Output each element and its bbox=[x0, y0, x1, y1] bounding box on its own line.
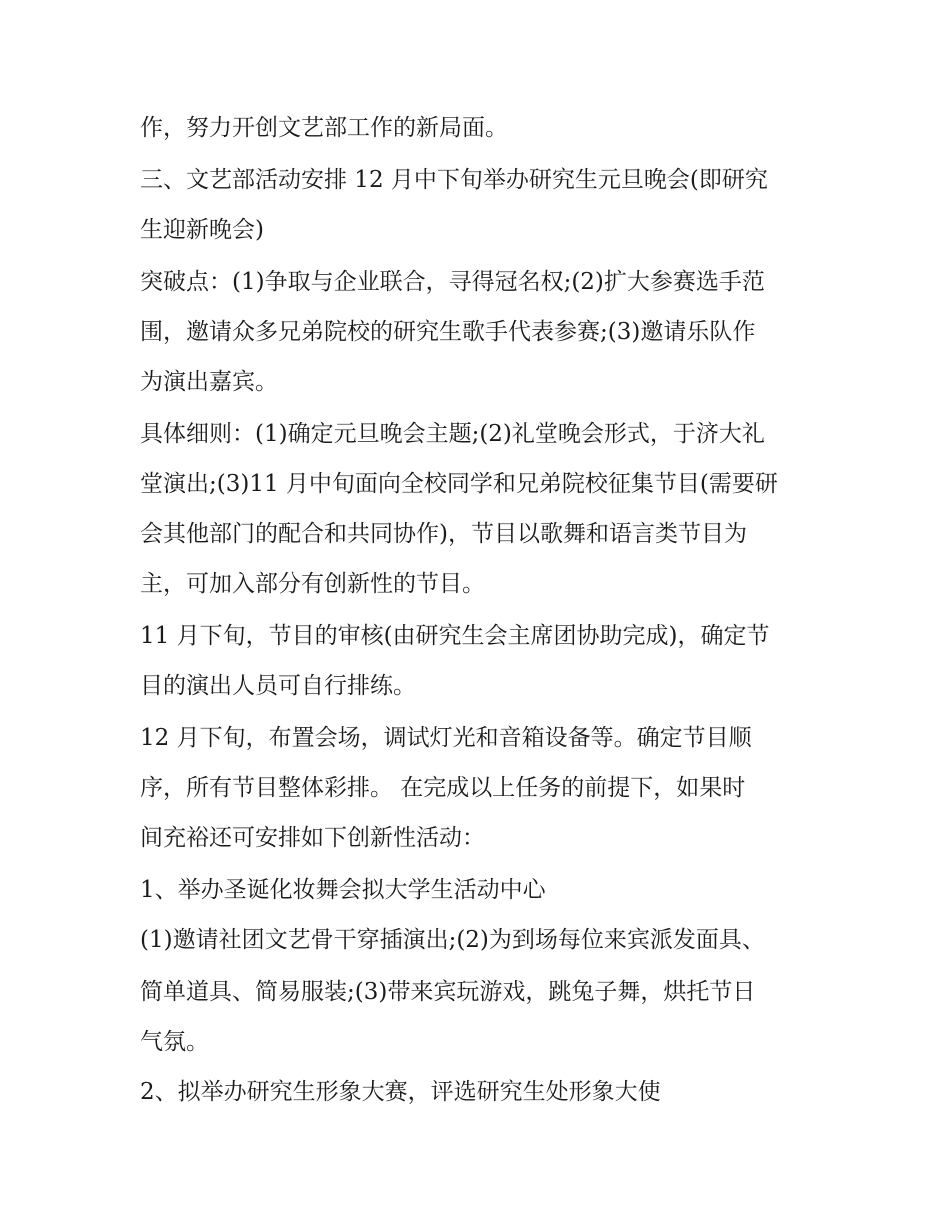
text-line: 作，努力开创文艺部工作的新局面。 bbox=[140, 115, 508, 141]
text-line: 间充裕还可安排如下创新性活动： bbox=[140, 825, 485, 851]
text-line: 11 月下旬，节目的审核(由研究生会主席团协助完成)，确定节 bbox=[140, 623, 770, 649]
text-line: 具体细则：(1)确定元旦晚会主题;(2)礼堂晚会形式，于济大礼 bbox=[140, 421, 765, 447]
text-line: 主，可加入部分有创新性的节目。 bbox=[140, 571, 485, 597]
text-line: 序，所有节目整体彩排。 在完成以上任务的前提下，如果时 bbox=[140, 775, 746, 801]
text-line: 2、拟举办研究生形象大赛，评选研究生处形象大使 bbox=[140, 1079, 661, 1105]
text-line: 12 月下旬，布置会场，调试灯光和音箱设备等。确定节目顺 bbox=[140, 725, 752, 751]
text-line: 突破点：(1)争取与企业联合，寻得冠名权;(2)扩大参赛选手范 bbox=[140, 269, 765, 295]
text-line: 目的演出人员可自行排练。 bbox=[140, 673, 416, 699]
text-line: 三、文艺部活动安排 12 月中下旬举办研究生元旦晚会(即研究 bbox=[140, 167, 768, 193]
text-line: 会其他部门的配合和共同协作)，节目以歌舞和语言类节目为 bbox=[140, 521, 747, 547]
text-line: 围，邀请众多兄弟院校的研究生歌手代表参赛;(3)邀请乐队作 bbox=[140, 319, 756, 345]
text-line: 生迎新晚会) bbox=[140, 217, 264, 243]
text-line: 堂演出;(3)11 月中旬面向全校同学和兄弟院校征集节目(需要研 bbox=[140, 471, 778, 497]
text-line: (1)邀请社团文艺骨干穿插演出;(2)为到场每位来宾派发面具、 bbox=[140, 927, 765, 953]
text-line: 1、举办圣诞化妆舞会拟大学生活动中心 bbox=[140, 877, 546, 903]
text-line: 简单道具、简易服装;(3)带来宾玩游戏，跳兔子舞，烘托节日 bbox=[140, 979, 756, 1005]
text-line: 为演出嘉宾。 bbox=[140, 369, 278, 395]
text-line: 气氛。 bbox=[140, 1029, 209, 1055]
